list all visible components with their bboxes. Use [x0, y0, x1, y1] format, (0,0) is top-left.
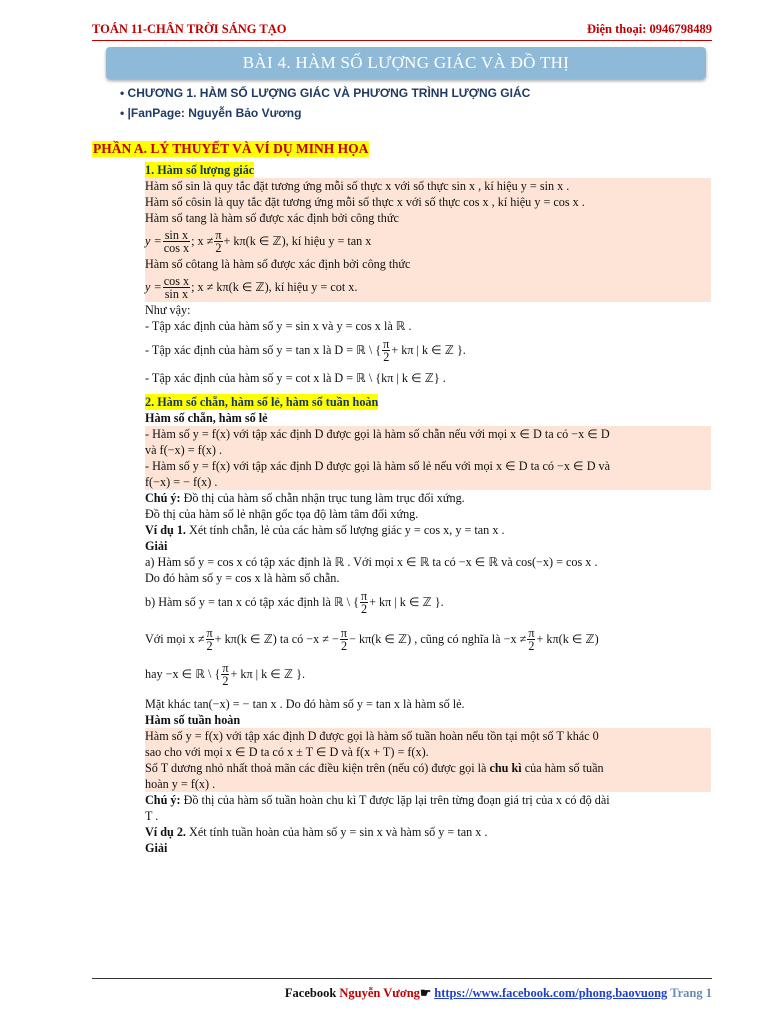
- fanpage-bullet[interactable]: • |FanPage: Nguyễn Bảo Vương: [120, 106, 302, 120]
- header-course-code: TOÁN 11: [92, 22, 143, 36]
- example-text: Xét tính chẵn, lẻ của các hàm số lượng giác y = cos x, y = tan x .: [185, 523, 505, 537]
- solution-b3-end: + kπ | k ∈ ℤ }.: [230, 667, 305, 681]
- example-2: [145, 824, 711, 840]
- domain-tan-end: + kπ | k ∈ ℤ }.: [391, 343, 466, 357]
- periodic-definition-1: Hàm số y = f(x) với tập xác định D được gọi là hàm số tuần hoàn nếu tồn tại một số T khác 0: [145, 729, 599, 743]
- periodic-definition-2: sao cho với mọi x ∈ D ta có x ± T ∈ D và f(x + T) = f(x).: [145, 745, 429, 759]
- period-definition: [145, 760, 711, 776]
- denominator-two: 2: [340, 638, 348, 653]
- pi-over-2: [221, 662, 229, 687]
- solution-b2-part: Với mọi x ≠: [145, 632, 205, 646]
- note-label: Chú ý:: [145, 491, 181, 505]
- lesson-title: BÀI 4. HÀM SỐ LƯỢNG GIÁC VÀ ĐỒ THỊ: [242, 53, 570, 72]
- periodic-box: [145, 728, 711, 792]
- summary-intro: Như vậy:: [145, 303, 191, 317]
- pi-over-2: [206, 627, 214, 652]
- tan-notation: + kπ(k ∈ ℤ), kí hiệu y = tan x: [223, 234, 372, 248]
- solution-b2-part: − kπ(k ∈ ℤ) , cũng có nghĩa là −x ≠: [349, 632, 527, 646]
- solution-b-4: Mặt khác tan(−x) = − tan x . Do đó hàm số y = tan x là hàm số lẻ.: [145, 697, 465, 711]
- pi-symbol: π: [340, 625, 348, 640]
- solution-heading-2: Giải: [145, 841, 168, 855]
- cos-definition: Hàm số côsin là quy tắc đặt tương ứng mỗi số thực x với số thực cos x , kí hiệu y = cos x .: [145, 195, 585, 209]
- period-text-c: của hàm số tuần: [521, 761, 604, 775]
- domain-cot: - Tập xác định của hàm số y = cot x là D = ℝ \ {kπ | k ∈ ℤ} .: [145, 371, 446, 385]
- header-phone: Điện thoại: 0946798489: [587, 22, 712, 36]
- domain-sin-cos: - Tập xác định của hàm số y = sin x và y = cos x là ℝ .: [145, 319, 412, 333]
- example-label: Ví dụ 2.: [145, 825, 186, 839]
- header-course: [92, 22, 287, 37]
- section-1-heading: 1. Hàm số lượng giác: [145, 163, 255, 177]
- note-even: [145, 490, 711, 506]
- solution-b-2: [145, 622, 711, 656]
- example-1: [145, 522, 711, 538]
- pointing-hand-icon: ☛: [419, 986, 435, 1000]
- solution-b-3: [145, 656, 711, 692]
- domain-tan-start: - Tập xác định của hàm số y = tan x là D = ℝ \ {: [145, 343, 382, 357]
- cot-numerator: cos x: [163, 273, 190, 288]
- even-odd-subheading: Hàm số chẵn, hàm số lẻ: [145, 411, 268, 425]
- tan-fraction: [163, 229, 190, 254]
- note-text: Đồ thị của hàm số tuần hoàn chu kì T được lặp lại trên từng đoạn giá trị của x có độ dài: [180, 793, 610, 807]
- solution-a-2: Do đó hàm số y = cos x là hàm số chẵn.: [145, 571, 340, 585]
- solution-b3-start: hay −x ∈ ℝ \ {: [145, 667, 221, 681]
- solution-b2-part: + kπ(k ∈ ℤ): [536, 632, 599, 646]
- cot-formula: [145, 272, 711, 302]
- tan-condition: ; x ≠: [191, 234, 214, 248]
- footer-url-link[interactable]: https://www.facebook.com/phong.baovuong: [434, 986, 668, 1000]
- pi-symbol: π: [206, 625, 213, 640]
- solution-a-1: a) Hàm số y = cos x có tập xác định là ℝ . Với mọi x ∈ ℝ ta có −x ∈ ℝ và cos(−x) = cos x .: [145, 555, 598, 569]
- denominator-two: 2: [222, 673, 229, 688]
- chapter-bullet: • CHƯƠNG 1. HÀM SỐ LƯỢNG GIÁC VÀ PHƯƠNG TRÌNH LƯỢNG GIÁC: [120, 86, 531, 100]
- pi-symbol: π: [383, 336, 390, 351]
- solution-b2-part: + kπ(k ∈ ℤ) ta có −x ≠ −: [214, 632, 339, 646]
- pi-symbol: π: [360, 588, 368, 603]
- cot-intro: Hàm số côtang là hàm số được xác định bởi công thức: [145, 257, 411, 271]
- pi-symbol: π: [528, 625, 535, 640]
- period-definition-end: hoàn y = f(x) .: [145, 777, 216, 791]
- example-label: Ví dụ 1.: [145, 523, 186, 537]
- even-definition-2: và f(−x) = f(x) .: [145, 443, 223, 457]
- header-course-series: -CHÂN TRỜI SÁNG TẠO: [142, 22, 287, 36]
- solution-heading: Giải: [145, 539, 168, 553]
- period-text-a: Số T dương nhỏ nhất thoả mãn các điều kiện trên (nếu có) được gọi là: [145, 761, 490, 775]
- section-a-heading: PHẦN A. LÝ THUYẾT VÀ VÍ DỤ MINH HỌA: [93, 141, 369, 156]
- note-text: Đồ thị của hàm số chẵn nhận trục tung làm trục đối xứng.: [180, 491, 465, 505]
- denominator-two: 2: [360, 601, 368, 616]
- pi-over-2: [340, 627, 348, 652]
- solution-b-start: b) Hàm số y = tan x có tập xác định là ℝ \ {: [145, 595, 359, 609]
- tan-lhs: y =: [145, 234, 162, 248]
- example-text: Xét tính tuần hoàn của hàm số y = sin x và hàm số y = tan x .: [185, 825, 488, 839]
- tan-formula: [145, 226, 711, 256]
- denominator-two: 2: [528, 638, 535, 653]
- cot-denominator: sin x: [164, 286, 189, 301]
- cot-fraction: [163, 275, 190, 300]
- footer-facebook-label: Facebook: [284, 986, 340, 1000]
- denominator-two: 2: [383, 349, 390, 364]
- even-odd-box: [145, 426, 711, 490]
- pi-over-2: [360, 590, 368, 615]
- footer-page-number: Trang 1: [667, 986, 712, 1000]
- page-footer: [92, 978, 712, 1003]
- section-2-heading: 2. Hàm số chẵn, hàm số lẻ, hàm số tuần hoàn: [145, 395, 379, 409]
- sin-definition: Hàm số sin là quy tắc đặt tương ứng mỗi số thực x với số thực sin x , kí hiệu y = sin x .: [145, 179, 570, 193]
- odd-definition-2: f(−x) = − f(x) .: [145, 475, 218, 489]
- solution-b-1: [145, 586, 711, 618]
- tan-denominator: cos x: [163, 240, 190, 255]
- footer-author-link[interactable]: Nguyễn Vương: [339, 986, 420, 1000]
- cot-lhs: y =: [145, 280, 162, 294]
- footer-text: [285, 985, 712, 1001]
- lesson-content: [145, 162, 711, 856]
- tan-numerator: sin x: [163, 229, 190, 242]
- note-odd: Đồ thị của hàm số lẻ nhận gốc tọa độ làm tâm đối xứng.: [145, 507, 419, 521]
- pi-symbol: π: [215, 227, 222, 242]
- definition-box: [145, 178, 711, 302]
- pi-over-2: [382, 338, 390, 363]
- note-periodic-1: [145, 792, 711, 808]
- pi-over-2: [214, 229, 222, 254]
- lesson-title-banner: [106, 47, 706, 79]
- periodic-subheading: Hàm số tuần hoàn: [145, 713, 241, 727]
- solution-b-end: + kπ | k ∈ ℤ }.: [369, 595, 444, 609]
- note-periodic-2: T .: [145, 809, 159, 823]
- even-definition-1: - Hàm số y = f(x) với tập xác định D được gọi là hàm số chẵn nếu với mọi x ∈ D ta có −x ∈ D: [145, 427, 610, 441]
- period-term: chu kì: [489, 761, 522, 775]
- pi-symbol: π: [222, 660, 229, 675]
- page-header: [92, 22, 712, 41]
- cot-notation: ; x ≠ kπ(k ∈ ℤ), kí hiệu y = cot x.: [191, 280, 358, 294]
- denominator-two: 2: [215, 240, 222, 255]
- odd-definition-1: - Hàm số y = f(x) với tập xác định D được gọi là hàm số lẻ nếu với mọi x ∈ D ta có −x ∈ D và: [145, 459, 611, 473]
- note-label: Chú ý:: [145, 793, 181, 807]
- tan-intro: Hàm số tang là hàm số được xác định bởi công thức: [145, 211, 399, 225]
- domain-tan: [145, 334, 711, 366]
- pi-over-2: [527, 627, 535, 652]
- denominator-two: 2: [206, 638, 213, 653]
